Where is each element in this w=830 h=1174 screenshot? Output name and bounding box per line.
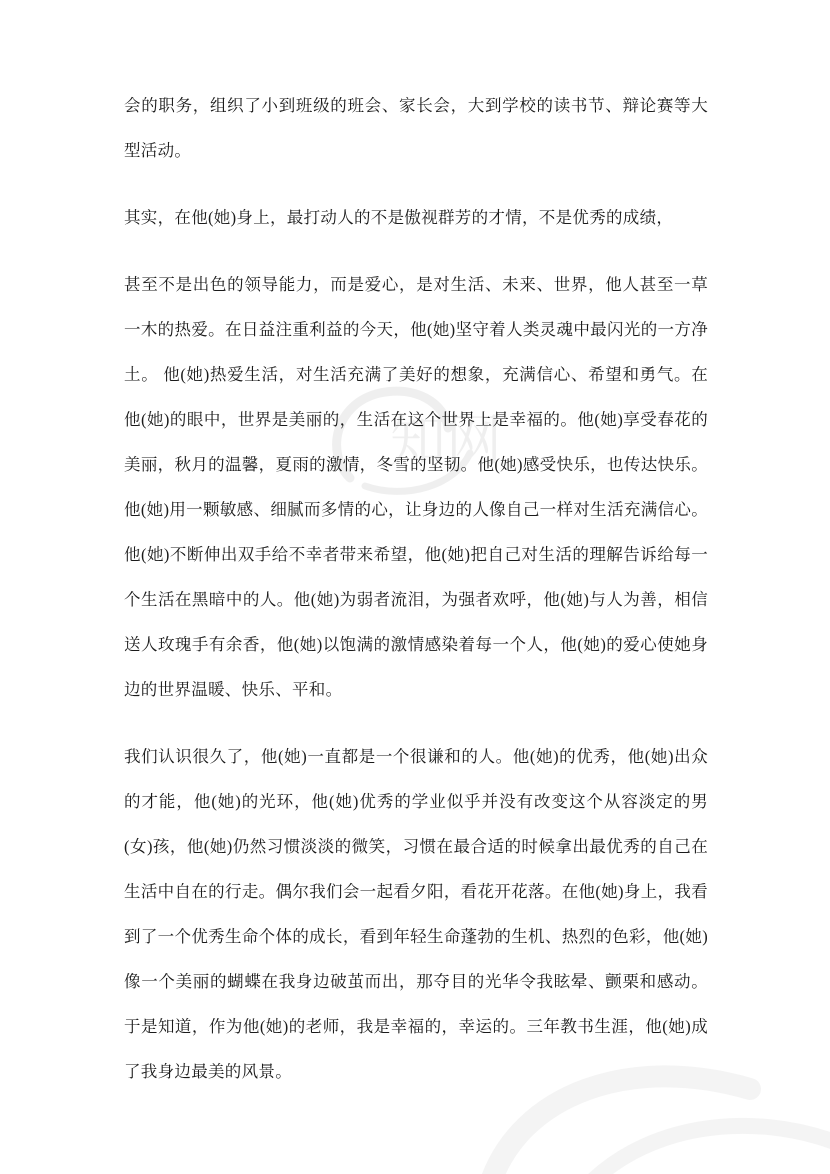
document-body xyxy=(124,83,708,1116)
paragraph-3: 甚至不是出色的领导能力，而是爱心，是对生活、未来、世界，他人甚至一草一木的热爱。在日益注重利益的今天，他(她)坚守着人类灵魂中最闪光的一方净土。 他(她)热爱生活，对生活充满了美好的想象，充满信心、希望和勇气。在他(她)的眼中，世界是美丽的，生活在这个世界上是幸福的。他(她)享受春花的美丽，秋月的温馨，夏雨的激情，冬雪的坚韧。他(她)感受快乐，也传达快乐。他(她)用一颗敏感、细腻而多情的心，让身边的人像自己一样对生活充满信心。他(她)不断伸出双手给不幸者带来希望，他(她)把自己对生活的理解告诉给每一个生活在黑暗中的人。他(她)为弱者流泪，为强者欢呼，他(她)与人为善，相信送人玫瑰手有余香，他(她)以饱满的激情感染着每一个人，他(她)的爱心使她身边的世界温暖、快乐、平和。 xyxy=(124,275,708,699)
paragraph-2: 其实，在他(她)身上，最打动人的不是傲视群芳的才情，不是优秀的成绩， xyxy=(124,208,674,227)
paragraph-4: 我们认识很久了，他(她)一直都是一个很谦和的人。他(她)的优秀，他(她)出众的才能，他(她)的光环，他(她)优秀的学业似乎并没有改变这个从容淡定的男(女)孩，他(她)仍然习惯淡淡的微笑，习惯在最合适的时候拿出最优秀的自己在生活中自在的行走。偶尔我们会一起看夕阳，看花开花落。在他(她)身上，我看到了一个优秀生命个体的成长，看到年轻生命蓬勃的生机、热烈的色彩，他(她)像一个美丽的蝴蝶在我身边破茧而出，那夺目的光华令我眩晕、颤栗和感动。于是知道，作为他(她)的老师，我是幸福的，幸运的。三年教书生涯，他(她)成了我身边最美的风景。 xyxy=(124,747,708,1081)
paragraph-1: 会的职务，组织了小到班级的班会、家长会，大到学校的读书节、辩论赛等大型活动。 xyxy=(124,96,708,160)
watermark-text: 知网 xyxy=(390,411,502,473)
